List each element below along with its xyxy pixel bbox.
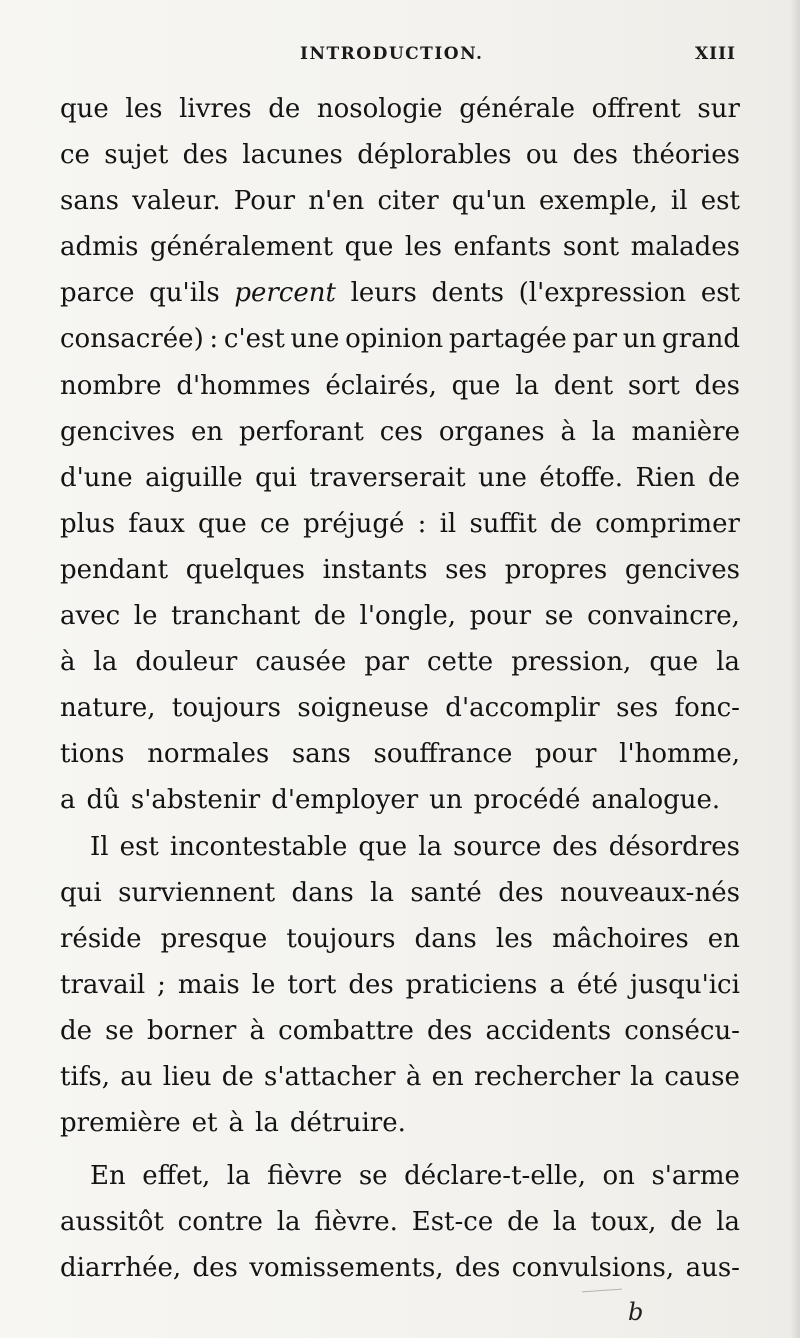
word: procédé [473,785,581,816]
word: nombre [60,370,162,401]
word: ces [379,416,423,447]
word: s'attacher [264,1061,396,1092]
text-line [60,593,740,639]
text-line [60,316,740,362]
word: d'une [60,462,133,493]
word: Il [90,831,109,862]
word: qu'un [451,186,526,217]
text-line [60,455,740,501]
word: les [125,94,163,124]
word: en [431,1061,464,1092]
word: par [572,324,618,355]
word: au [120,1061,153,1092]
word: fièvre [267,1161,343,1192]
text-line [60,639,740,685]
word: dent [553,370,614,401]
word: par [364,647,409,678]
word: on [602,1161,635,1192]
text-line [60,270,740,316]
word: l'homme, [619,739,740,770]
word: effet, [142,1161,211,1192]
word: première [60,1108,181,1139]
word: suffit [469,508,537,539]
word: le [251,969,276,1000]
text-line [60,409,740,455]
word: a [60,785,76,816]
text-line [60,1199,740,1245]
word: à [405,1061,422,1092]
word: des [348,969,394,1000]
text-line [60,916,740,962]
word: consacrée) [60,324,204,355]
word: la [370,877,394,908]
word: pendant [60,554,169,585]
word: est [700,186,740,217]
word: : [209,324,219,355]
word: Rien [635,462,696,493]
word: se [105,1015,134,1046]
word: de [707,462,740,493]
text-line [60,86,740,132]
word: des [427,1015,473,1046]
word: tranchant [171,601,301,632]
word: sont [562,232,620,263]
word: Est-ce [411,1207,494,1238]
word: fonc- [674,693,740,724]
word: déplorables [357,140,512,171]
word: citer [377,186,439,217]
word: été [576,969,619,1000]
word: toujours [171,693,281,724]
word: détruire. [289,1108,406,1139]
text-line [60,1008,740,1054]
word: aiguille [145,462,243,493]
word: est [119,831,159,862]
word: étoffe. [539,462,624,493]
word: santé [410,877,482,908]
word: valeur. [132,186,221,217]
word: des [572,140,618,171]
text-line [60,363,740,409]
word: la [226,1161,251,1192]
word: dents [431,278,505,309]
word: nosologie [316,94,443,124]
word: il [439,508,457,539]
word: un [622,324,657,355]
word: d'accomplir [445,693,600,724]
body-text [60,86,740,1291]
word: comprimer [595,508,740,539]
word: instants [322,554,428,585]
word: mais [177,969,240,1000]
word: propres [504,554,608,585]
word: travail [60,969,146,1000]
word: que [649,647,699,678]
word: ce [60,140,90,171]
word: que [358,831,408,862]
word: percent [234,278,336,309]
word: sur [697,94,740,124]
word: un [429,785,463,816]
word: sans [60,186,119,217]
word: plus [60,508,116,539]
word: réside [60,923,142,954]
word: que [451,370,501,401]
page-number: XIII [694,44,736,64]
word: presque [160,923,268,954]
word: surviennent [118,877,276,908]
word: diarrhée, [60,1253,182,1284]
word: la [93,647,118,678]
text-line [60,501,740,547]
word: il [670,186,688,217]
word: dans [291,877,354,908]
word: ou [525,140,559,171]
word: n'en [308,186,365,217]
word: d'employer [271,785,419,816]
text-line [60,870,740,916]
word: quelques [185,554,305,585]
word: mâchoires [552,923,689,954]
text-line [60,178,740,224]
paragraph-gap [60,1146,740,1153]
signature-mark: b [628,1298,644,1326]
text-line [60,132,740,178]
word: les [495,923,533,954]
word: admis [60,232,139,263]
word: convaincre, [587,601,740,632]
word: à [60,647,76,678]
word: source [453,831,542,862]
word: malades [630,232,740,263]
word: sort [627,370,680,401]
word: désordres [608,831,740,862]
word: livres [179,94,252,124]
word: analogue. [591,785,721,816]
word: s'arme [651,1161,740,1192]
word: une [478,462,527,493]
word: la [515,370,540,401]
word: c'est [223,324,285,355]
word: théories [632,140,740,171]
text-line [60,777,740,823]
word: sujet [104,140,169,171]
word: jusqu'ici [630,969,740,1000]
word: d'hommes [176,370,311,401]
word: gencives [60,416,176,447]
word: toujours [286,923,396,954]
word: En [90,1161,126,1192]
word: dû [86,785,120,816]
word: dans [414,923,477,954]
word: que [60,94,109,124]
word: la [552,1207,577,1238]
word: la [418,831,443,862]
word: nouveaux-nés [560,877,740,908]
word: des [192,1253,238,1284]
word: perforant [238,416,364,447]
page-edge-shadow [790,0,800,1338]
word: en [707,923,740,954]
word: : [417,508,427,539]
word: généralement [150,232,334,263]
word: convulsions, [511,1253,675,1284]
word: ses [445,554,488,585]
word: la [591,416,616,447]
word: contre [177,1207,263,1238]
word: partagée [448,324,567,355]
word: et [191,1108,218,1139]
word: souffrance [373,739,513,770]
text-line [60,731,740,777]
word: déclare-t-elle, [404,1161,586,1192]
word: traverserait [309,462,466,493]
word: ce [259,508,290,539]
word: des [182,140,228,171]
word: se [358,1161,388,1192]
word: qui [60,877,102,908]
text-line [60,1100,740,1146]
word: avec [60,601,121,632]
word: parce [60,278,135,309]
word: s'abstenir [130,785,261,816]
word: offrent [591,94,681,124]
word: de [268,94,301,124]
page-header [60,44,740,74]
word: ; [157,969,166,1000]
word: a [549,969,565,1000]
word: une [290,324,340,355]
word: cette [426,647,494,678]
word: consécu- [624,1015,740,1046]
word: des [498,877,544,908]
text-line [60,685,740,731]
word: incontestable [169,831,348,862]
text-line [60,1054,740,1100]
word: lacunes [242,140,343,171]
word: aussitôt [60,1207,164,1238]
word: à [228,1108,244,1139]
word: de [60,1015,93,1046]
word: combattre [278,1015,414,1046]
word: nature, [60,693,156,724]
word: enfants [453,232,552,263]
word: la [716,1207,740,1238]
word: la [716,647,740,678]
word: cause [664,1061,740,1092]
word: opinion [345,324,444,355]
word: sans [291,739,351,770]
word: de [670,1207,703,1238]
word: normales [147,739,270,770]
word: douleur [135,647,238,678]
word: qui [255,462,297,493]
word: praticiens [405,969,538,1000]
word: tions [60,739,125,770]
word: générale [459,94,575,124]
word: en [190,416,224,447]
word: la [630,1061,655,1092]
word: est [700,278,740,309]
word: la [255,1108,279,1139]
word: faux [128,508,185,539]
running-head: INTRODUCTION. [300,44,484,64]
text-line [60,824,740,870]
word: borner [147,1015,237,1046]
word: (l'expression [518,278,687,309]
word: grand [662,324,740,355]
word: de [221,1061,254,1092]
word: préjugé [303,508,405,539]
word: toux, [590,1207,657,1238]
word: manière [631,416,740,447]
word: des [552,831,598,862]
word: aus- [685,1253,740,1284]
word: des [454,1253,501,1284]
word: rechercher [473,1061,621,1092]
word: pour [535,739,597,770]
word: tifs, [60,1061,110,1092]
word: tort [287,969,337,1000]
word: de [549,508,583,539]
word: lieu [162,1061,212,1092]
word: leurs [350,278,417,309]
word: éclairés, [325,370,437,401]
word: l'ongle, [359,601,456,632]
word: gencives [624,554,740,585]
word: accidents [485,1015,612,1046]
word: exemple, [539,186,658,217]
word: les [404,232,442,263]
word: que [198,508,247,539]
word: se [544,601,574,632]
word: soigneuse [297,693,429,724]
word: organes [438,416,545,447]
text-line [60,547,740,593]
word: pour [469,601,532,632]
word: ses [616,693,659,724]
word: la [276,1207,301,1238]
word: fièvre. [314,1207,398,1238]
word: causée [255,647,347,678]
text-line [60,962,740,1008]
word: des [694,370,740,401]
word: le [133,601,158,632]
text-line [60,1245,740,1291]
word: que [344,232,394,263]
word: à [560,416,576,447]
word: de [313,601,346,632]
text-line [60,224,740,270]
word: vomissements, [249,1253,444,1284]
word: Pour [233,186,296,217]
text-line [60,1153,740,1199]
word: de [507,1207,540,1238]
word: pression, [511,647,632,678]
word: à [249,1015,265,1046]
word: qu'ils [149,278,220,309]
